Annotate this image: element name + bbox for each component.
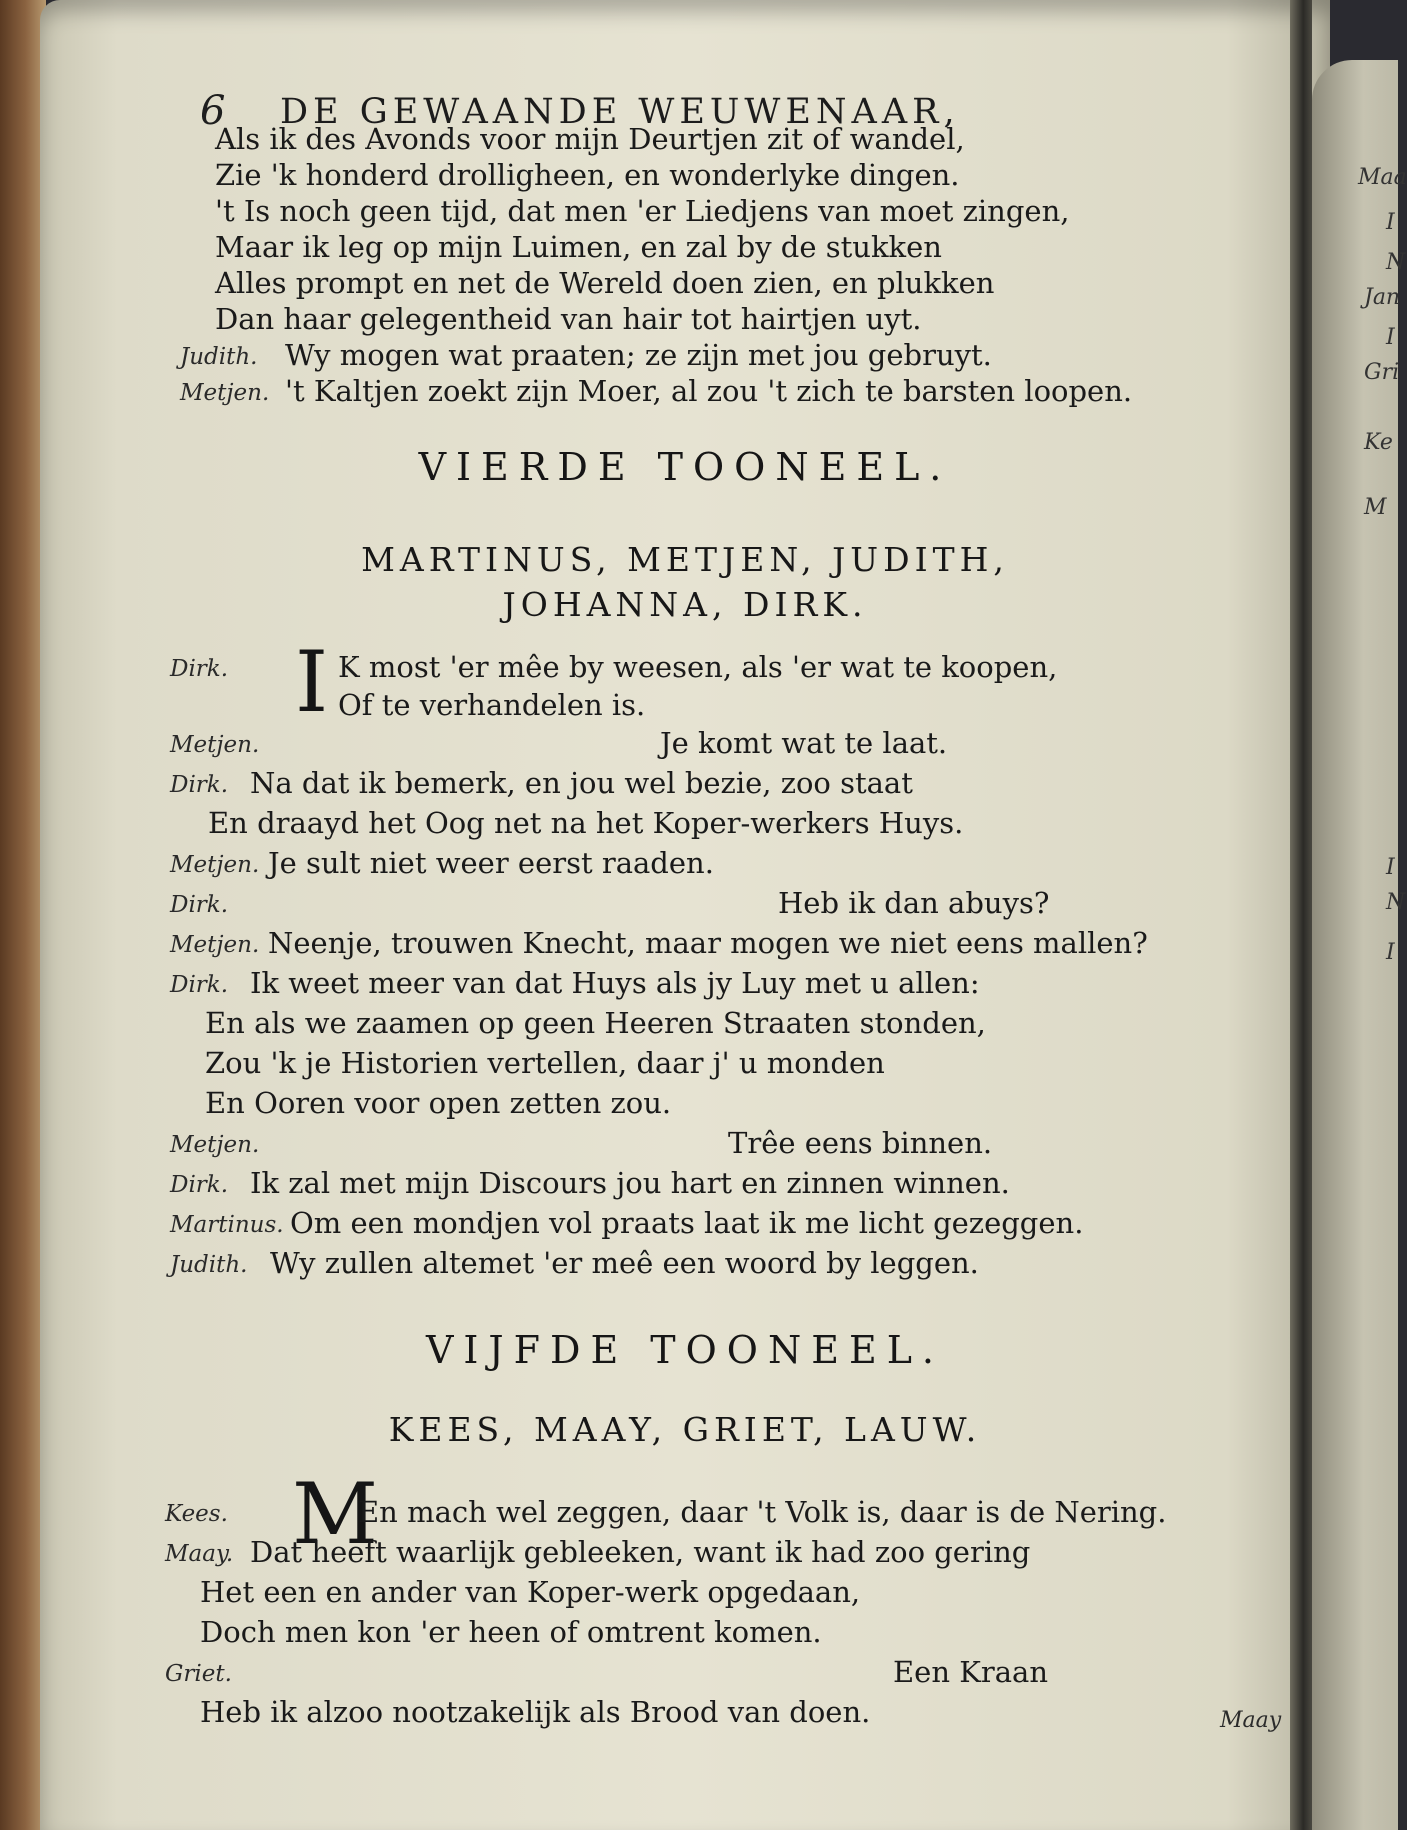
- dialogue-text: Wy mogen wat praaten; ze zijn met jou gebruyt.: [285, 338, 992, 372]
- dialogue-line: [40, 1046, 1330, 1086]
- dialogue-line: [40, 650, 1330, 690]
- cast-list: MARTINUS, METJEN, JUDITH,: [361, 540, 1009, 579]
- dialogue-line: [40, 846, 1330, 886]
- dialogue-text: Neenje, trouwen Knecht, maar mogen we niet eens mallen?: [268, 926, 1148, 960]
- dialogue-text: Ik weet meer van dat Huys als jy Luy met u allen:: [250, 966, 980, 1000]
- dialogue-line: [40, 966, 1330, 1006]
- dialogue-line: [40, 1615, 1330, 1655]
- dialogue-line: [40, 338, 1330, 378]
- dialogue-line: [40, 1575, 1330, 1615]
- book-page: [40, 0, 1330, 1830]
- verse-text: 't Is noch geen tijd, dat men 'er Liedjens van moet zingen,: [215, 194, 1070, 228]
- facing-page-fragment: I: [1386, 940, 1395, 965]
- dialogue-line: [40, 766, 1330, 806]
- dialogue-line: [40, 1086, 1330, 1126]
- verse-line: [40, 302, 1330, 342]
- dialogue-text: Dat heeft waarlijk gebleeken, want ik had zoo gering: [250, 1535, 1031, 1569]
- dialogue-text: En Ooren voor open zetten zou.: [205, 1086, 672, 1120]
- speaker-name: Judith.: [180, 344, 258, 370]
- dialogue-text: Heb ik dan abuys?: [778, 886, 1050, 920]
- speaker-name: Metjen.: [170, 732, 260, 758]
- facing-page-fragment: M: [1364, 495, 1387, 520]
- facing-page-fragment: Gri: [1364, 360, 1400, 385]
- verse-line: [40, 122, 1330, 162]
- speaker-name: Martinus.: [170, 1212, 284, 1238]
- speaker-name: Griet.: [165, 1661, 232, 1687]
- dialogue-text: Ik zal met mijn Discours jou hart en zinnen winnen.: [250, 1166, 1010, 1200]
- facing-page-fragment: N: [1386, 250, 1406, 275]
- speaker-name: Dirk.: [170, 892, 229, 918]
- dialogue-line: [40, 806, 1330, 846]
- dialogue-text: Trêe eens binnen.: [728, 1126, 993, 1160]
- verse-text: Maar ik leg op mijn Luimen, en zal by de stukken: [215, 230, 942, 264]
- dialogue-line: [40, 1206, 1330, 1246]
- speaker-name: Metjen.: [170, 852, 260, 878]
- dialogue-text: K most 'er mêe by weesen, als 'er wat te koopen,: [338, 650, 1058, 684]
- speaker-name: Dirk.: [170, 972, 229, 998]
- facing-page-fragment: Maa: [1358, 165, 1407, 190]
- dialogue-line: [40, 1246, 1330, 1286]
- verse-text: Zie 'k honderd drolligheen, en wonderlyke dingen.: [215, 158, 960, 192]
- dialogue-text: En mach wel zeggen, daar 't Volk is, daar is de Nering.: [358, 1495, 1167, 1529]
- verse-text: Als ik des Avonds voor mijn Deurtjen zit of wandel,: [215, 122, 965, 156]
- verse-line: [40, 266, 1330, 306]
- verse-line: [40, 158, 1330, 198]
- speaker-name: Maay.: [165, 1541, 234, 1567]
- dialogue-text: Zou 'k je Historien vertellen, daar j' u monden: [205, 1046, 885, 1080]
- facing-page-edge: [1312, 60, 1407, 1830]
- facing-page-fragment: I: [1386, 855, 1395, 880]
- dialogue-text: Wy zullen altemet 'er meê een woord by leggen.: [270, 1246, 979, 1280]
- speaker-name: Kees.: [165, 1501, 228, 1527]
- dialogue-line: [40, 1655, 1330, 1695]
- dialogue-text: Doch men kon 'er heen of omtrent komen.: [200, 1615, 822, 1649]
- dialogue-line: [40, 886, 1330, 926]
- dialogue-line: [40, 926, 1330, 966]
- dialogue-text: Het een en ander van Koper-werk opgedaan,: [200, 1575, 861, 1609]
- dialogue-text: Of te verhandelen is.: [338, 688, 646, 722]
- scene-title: VIJFDE TOONEEL.: [425, 1328, 945, 1372]
- dialogue-line: [40, 726, 1330, 766]
- dialogue-text: Heb ik alzoo nootzakelijk als Brood van doen.: [200, 1695, 871, 1729]
- cast-list: JOHANNA, DIRK.: [502, 585, 868, 624]
- dialogue-line: [40, 1126, 1330, 1166]
- speaker-name: Metjen.: [170, 1132, 260, 1158]
- drop-cap: I: [295, 633, 329, 731]
- dialogue-text: Je komt wat te laat.: [660, 726, 948, 760]
- dialogue-line: [40, 1006, 1330, 1046]
- dialogue-line: [40, 1495, 1330, 1535]
- dialogue-text: 't Kaltjen zoekt zijn Moer, al zou 't zich te barsten loopen.: [285, 374, 1133, 408]
- verse-text: Dan haar gelegentheid van hair tot hairtjen uyt.: [215, 302, 922, 336]
- drop-cap: M: [292, 1465, 379, 1563]
- dialogue-text: En draayd het Oog net na het Koper-werkers Huys.: [208, 806, 964, 840]
- facing-page-fragment: I: [1386, 325, 1395, 350]
- catchword: Maay: [1220, 1708, 1282, 1733]
- dialogue-text: Na dat ik bemerk, en jou wel bezie, zoo staat: [250, 766, 913, 800]
- verse-text: Alles prompt en net de Wereld doen zien, en plukken: [215, 266, 995, 300]
- facing-page-fragment: Jan: [1364, 285, 1401, 310]
- dialogue-line: [40, 688, 1330, 728]
- dialogue-line: [40, 1695, 1330, 1735]
- dialogue-text: Je sult niet weer eerst raaden.: [268, 846, 714, 880]
- scene-title: VIERDE TOONEEL.: [418, 445, 952, 489]
- verse-line: [40, 230, 1330, 270]
- verse-line: [40, 194, 1330, 234]
- dialogue-text: Een Kraan: [893, 1655, 1049, 1689]
- dialogue-line: [40, 1535, 1330, 1575]
- speaker-name: Metjen.: [170, 932, 260, 958]
- facing-page-fragment: I: [1386, 210, 1395, 235]
- dialogue-text: Om een mondjen vol praats laat ik me licht gezeggen.: [290, 1206, 1084, 1240]
- speaker-name: Dirk.: [170, 1172, 229, 1198]
- facing-page-fragment: N: [1386, 890, 1406, 915]
- cast-list: KEES, MAAY, GRIET, LAUW.: [388, 1410, 982, 1449]
- running-title: DE GEWAANDE WEUWENAAR,: [280, 92, 960, 132]
- dialogue-text: En als we zaamen op geen Heeren Straaten stonden,: [205, 1006, 986, 1040]
- speaker-name: Dirk.: [170, 656, 229, 682]
- dialogue-line: [40, 374, 1330, 414]
- speaker-name: Metjen.: [180, 380, 270, 406]
- facing-page-fragment: Ke: [1364, 430, 1393, 455]
- page-number: 6: [200, 88, 226, 134]
- book-gutter: [1290, 0, 1312, 1830]
- speaker-name: Judith.: [170, 1252, 248, 1278]
- speaker-name: Dirk.: [170, 772, 229, 798]
- dialogue-line: [40, 1166, 1330, 1206]
